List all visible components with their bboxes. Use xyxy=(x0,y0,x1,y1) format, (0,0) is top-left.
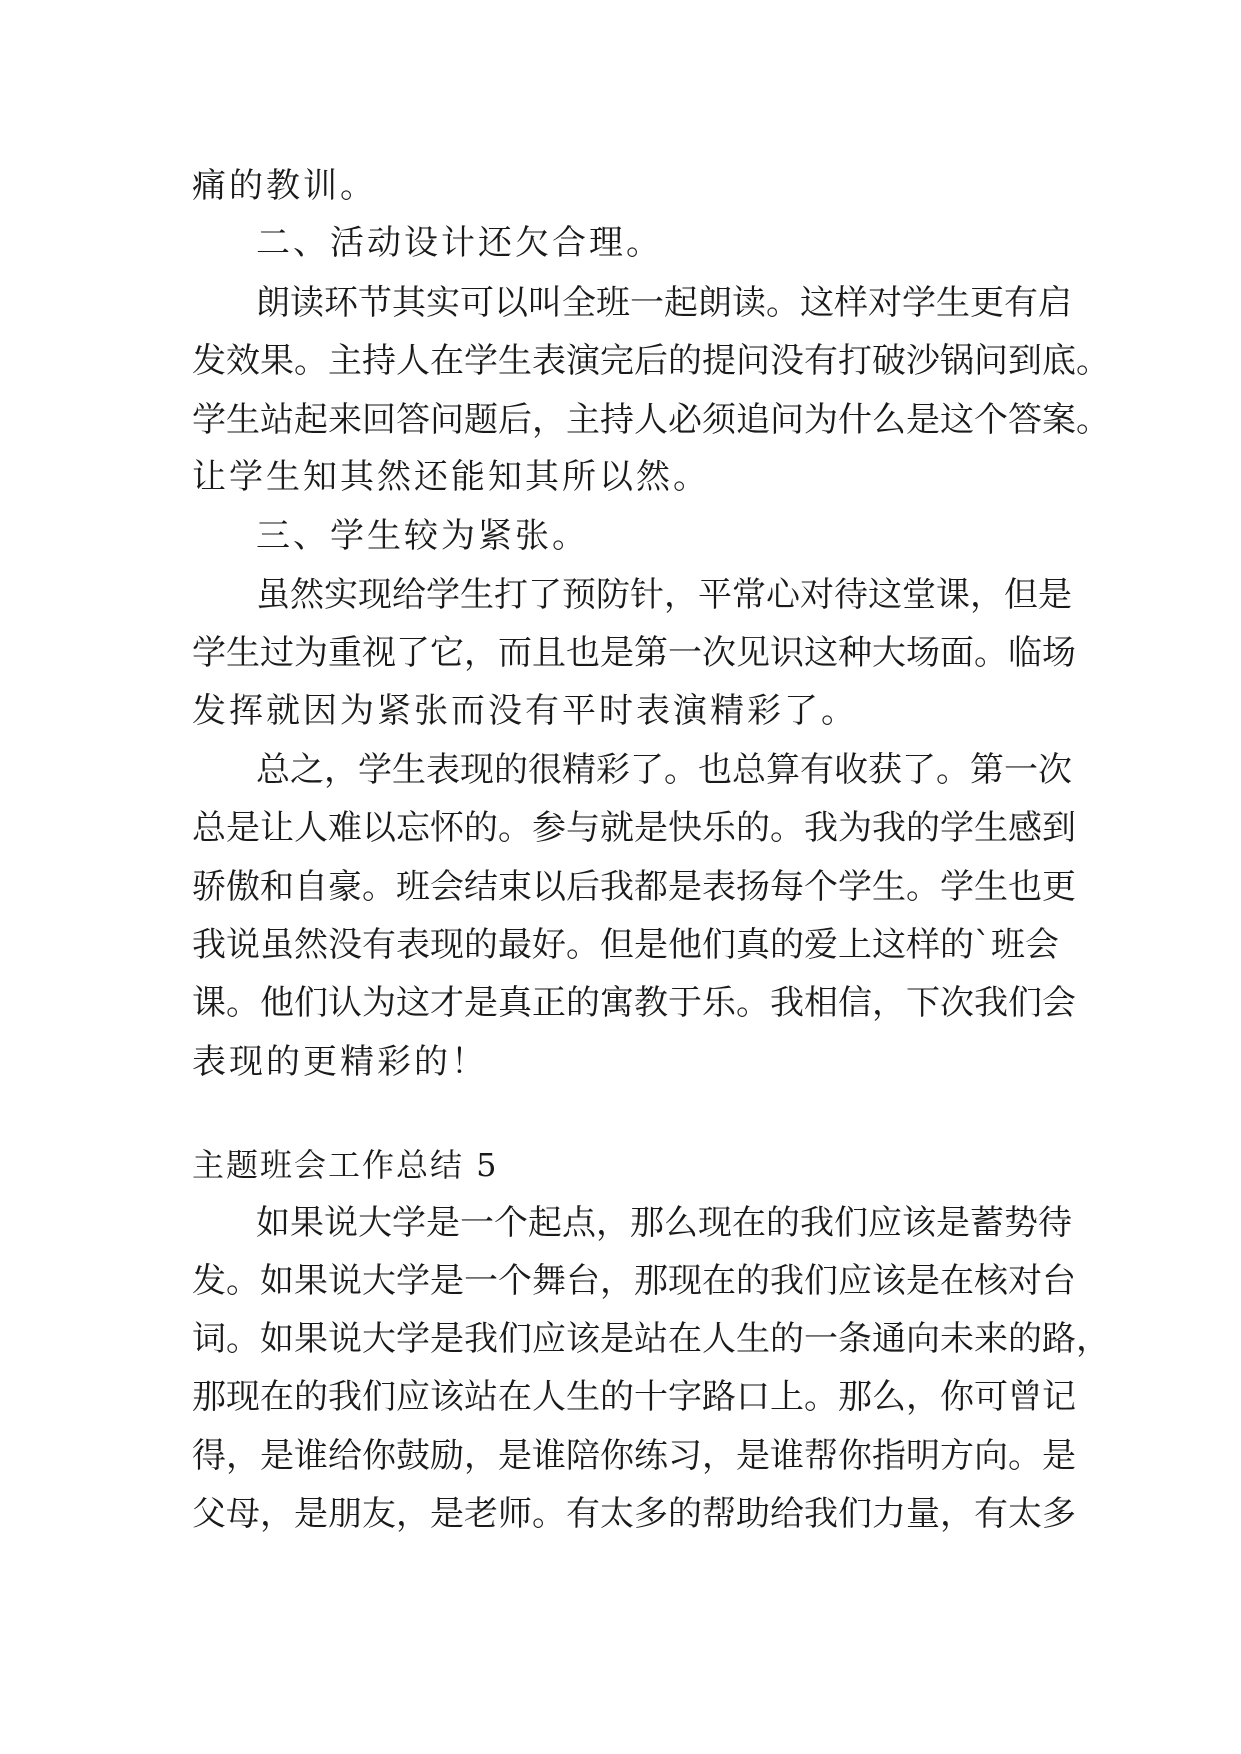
paragraph-line: 虽然实现给学生打了预防针，平常心对待这堂课，但是 xyxy=(256,575,1072,615)
paragraph-line: 课。他们认为这才是真正的寓教于乐。我相信，下次我们会 xyxy=(192,983,1076,1023)
paragraph-line: 我说虽然没有表现的最好。但是他们真的爱上这样的`班会 xyxy=(192,925,1059,965)
paragraph-line: 总之，学生表现的很精彩了。也总算有收获了。第一次 xyxy=(256,750,1072,790)
paragraph-line: 父母，是朋友，是老师。有太多的帮助给我们力量，有太多 xyxy=(192,1494,1076,1534)
paragraph-line: 骄傲和自豪。班会结束以后我都是表扬每个学生。学生也更 xyxy=(192,867,1076,907)
paragraph-line: 总是让人难以忘怀的。参与就是快乐的。我为我的学生感到 xyxy=(192,808,1076,848)
paragraph-line: 得，是谁给你鼓励，是谁陪你练习，是谁帮你指明方向。是 xyxy=(192,1436,1076,1476)
section-title: 主题班会工作总结 5 xyxy=(192,1146,499,1184)
paragraph-line: 朗读环节其实可以叫全班一起朗读。这样对学生更有启 xyxy=(256,283,1072,323)
paragraph-line: 发效果。主持人在学生表演完后的提问没有打破沙锅问到底。 xyxy=(192,341,1110,381)
paragraph-line: 痛的教训。 xyxy=(192,166,377,206)
point-heading: 三、学生较为紧张。 xyxy=(256,516,589,556)
paragraph-line: 学生过为重视了它，而且也是第一次见识这种大场面。临场 xyxy=(192,633,1076,673)
paragraph-line: 表现的更精彩的！ xyxy=(192,1042,488,1082)
paragraph-line: 如果说大学是一个起点，那么现在的我们应该是蓄势待 xyxy=(256,1203,1072,1243)
paragraph-line: 发挥就因为紧张而没有平时表演精彩了。 xyxy=(192,691,858,731)
paragraph-line: 学生站起来回答问题后，主持人必须追问为什么是这个答案。 xyxy=(192,400,1110,440)
point-heading: 二、活动设计还欠合理。 xyxy=(256,223,663,263)
paragraph-line: 发。如果说大学是一个舞台，那现在的我们应该是在核对台 xyxy=(192,1261,1076,1301)
paragraph-line: 词。如果说大学是我们应该是站在人生的一条通向未来的路， xyxy=(192,1319,1110,1359)
paragraph-line: 那现在的我们应该站在人生的十字路口上。那么，你可曾记 xyxy=(192,1377,1076,1417)
paragraph-line: 让学生知其然还能知其所以然。 xyxy=(192,457,710,497)
